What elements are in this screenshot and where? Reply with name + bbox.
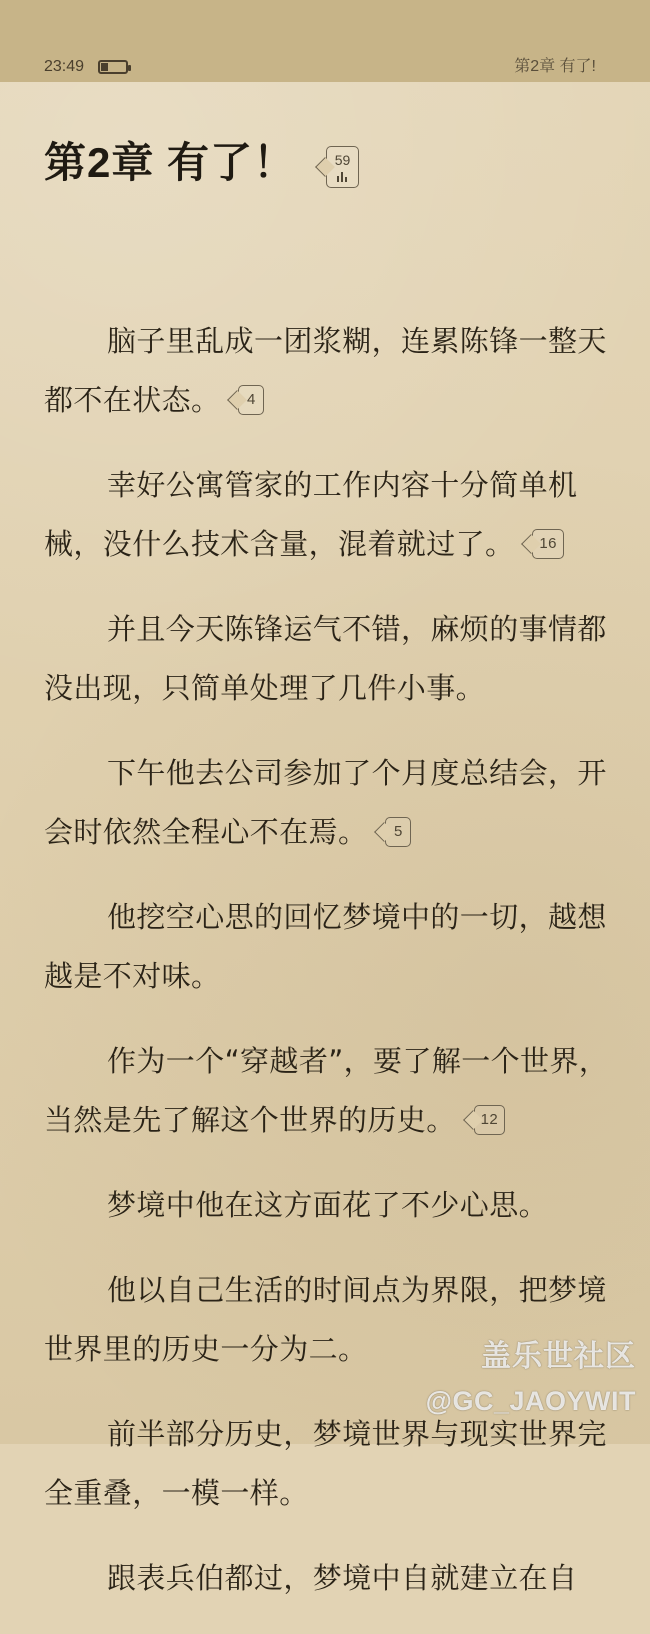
status-bar (0, 0, 650, 82)
paragraph-text: 脑子里乱成一团浆糊，连累陈锋一整天都不在状态。 (44, 324, 607, 417)
top-chapter-title: 第2章 有了! (514, 58, 596, 75)
chapter-content (44, 312, 610, 1634)
paragraph-comment-badge[interactable]: 4 (238, 385, 264, 415)
paragraph-text: 下午他去公司参加了个月度总结会，开会时依然全程心不在焉。 (44, 756, 607, 849)
battery-icon (98, 60, 128, 74)
chapter-comment-count: 59 (334, 152, 351, 168)
chapter-title: 第2章 有了！ (44, 139, 297, 186)
paragraph-text: 作为一个“穿越者”，要了解一个世界，当然是先了解这个世界的历史。 (44, 1044, 609, 1137)
paragraph-comment-badge[interactable]: 16 (532, 529, 564, 559)
paragraph-text: 他挖空心思的回忆梦境中的一切，越想越是不对味。 (44, 900, 607, 993)
paragraph (44, 456, 610, 574)
watermark-site: 盖乐世社区 (481, 1340, 636, 1373)
bar-chart-icon (336, 172, 349, 182)
paragraph-comment-badge[interactable]: 5 (385, 817, 411, 847)
paragraph (44, 1176, 610, 1235)
paragraph (44, 1549, 610, 1608)
paragraph (44, 1261, 610, 1379)
battery-level (101, 63, 108, 71)
paragraph (44, 1032, 610, 1150)
paragraph (44, 1405, 610, 1523)
chapter-comment-badge[interactable] (326, 146, 359, 188)
paragraph-text: 他以自己生活的时间点为界限，把梦境世界里的历史一分为二。 (44, 1273, 607, 1366)
paragraph-text: 并且今天陈锋运气不错，麻烦的事情都没出现，只简单处理了几件小事。 (44, 612, 607, 705)
paragraph (44, 888, 610, 1006)
watermark-user: @GC_JAOYWIT (425, 1386, 636, 1416)
paragraph-text: 跟表兵伯都过，梦境中自就建立在自 (107, 1561, 578, 1595)
paragraph-comment-badge[interactable]: 12 (474, 1105, 506, 1135)
status-time: 23:49 (44, 58, 85, 75)
paragraph-text: 前半部分历史，梦境世界与现实世界完全重叠，一模一样。 (44, 1417, 607, 1510)
paragraph (44, 744, 610, 862)
paragraph-text: 梦境中他在这方面花了不少心思。 (107, 1188, 549, 1222)
paragraph-text: 幸好公寓管家的工作内容十分简单机械，没什么技术含量，混着就过了。 (44, 468, 578, 561)
paragraph (44, 600, 610, 718)
paragraph (44, 312, 610, 430)
